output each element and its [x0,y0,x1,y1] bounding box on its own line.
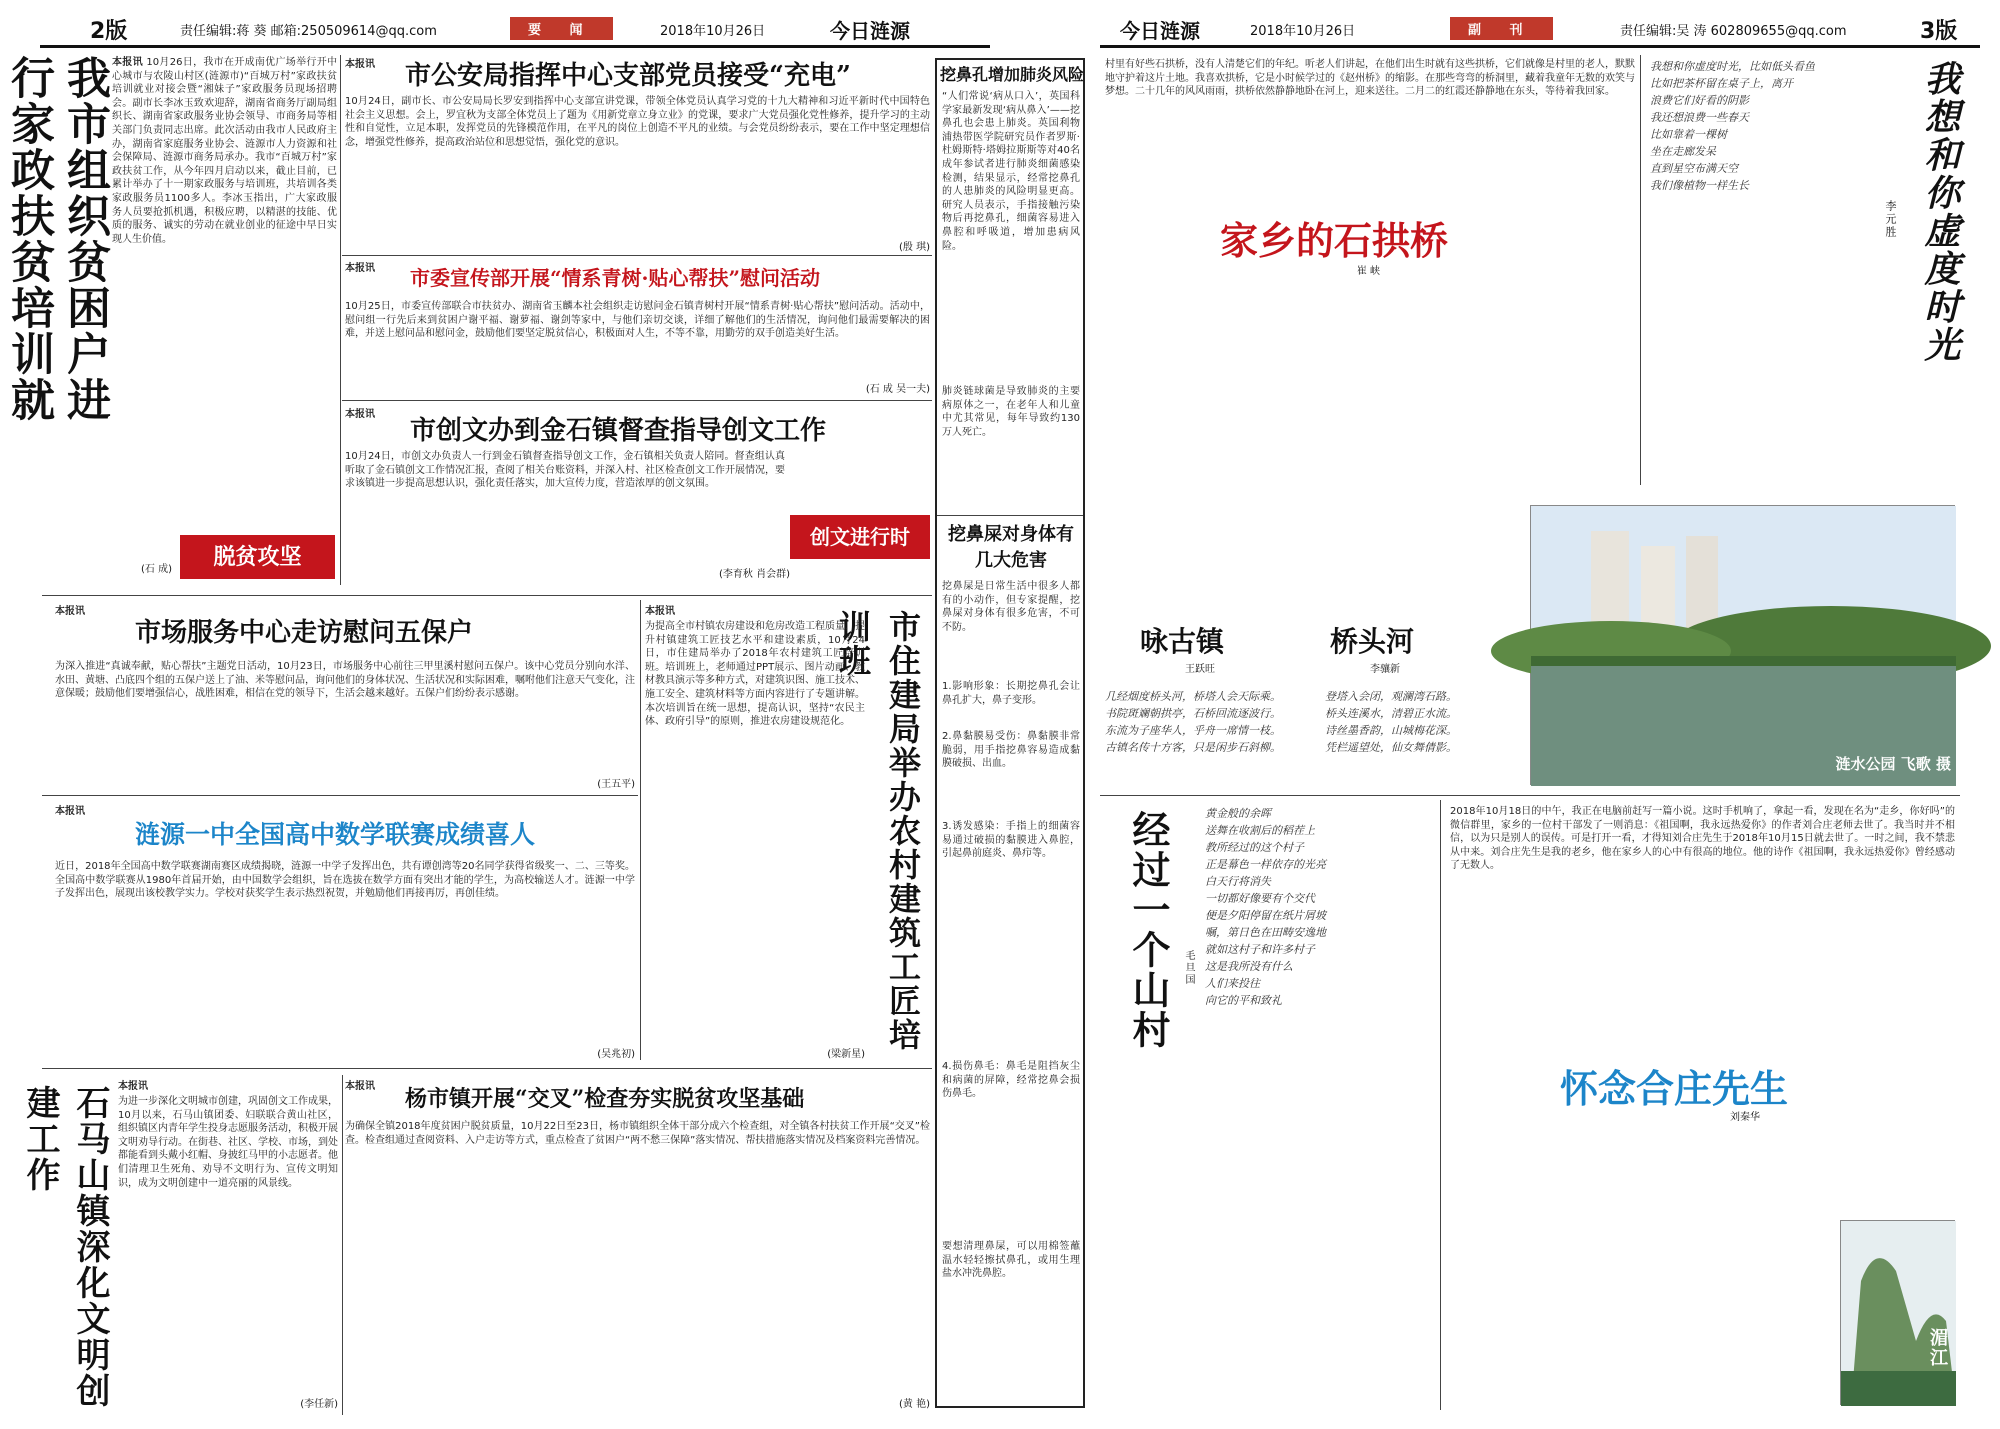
b4-line-2: 书院斑斓朝拱亭，石桥回流逐波行。 [1105,707,1281,720]
b4-line-1: 几经烟度桥头河，桥塔人会天际乘。 [1105,690,1281,703]
b6-line-5: 白天行将消失 [1205,875,1271,888]
a7-headline: 市场服务中心走访慰问五保户 [135,618,474,648]
a7-kicker-box [55,605,135,619]
a4-text: 10月24日，市创文办负责人一行到金石镇督查指导创文工作，金石镇相关负责人陪同。督查组认真听取了金石镇创文工作情况汇报，查阅了相关台账资料，并深入村、社区检查创文工作开展情况，要求该镇进一步提高思想认识，强化责任落实，加大宣传力度，营造浓厚的创文氛围。 [345,451,785,490]
a4-headline: 市创文办到金石镇督查指导创文工作 [410,416,827,446]
a11-headline: 杨市镇开展“交叉”检查夯实脱贫攻坚基础 [405,1086,805,1112]
right-editor-info: 责任编辑:吴 涛 602809655@qq.com [1620,24,1847,39]
a10-byline: (李任新) [300,1399,338,1410]
b2-line-5: 比如靠着一棵树 [1650,128,1727,141]
b1-author: 崔 峡 [1356,266,1380,277]
a4-kicker-box [345,408,405,422]
b6-line-11: 人们来投往 [1205,977,1260,990]
right-date: 2018年10月26日 [1250,24,1356,39]
a8-headline: 市住建局举办农村建筑工匠培训班 [834,610,922,1052]
a9-byline: (吴兆初) [597,1049,635,1060]
b5-line-4: 凭栏遥望处，仙女舞倩影。 [1325,741,1457,754]
left-section-tag: 要 闻 [510,17,613,40]
b6-line-1: 黄金般的余晖 [1205,807,1271,820]
b5-line-2: 桥头连溪水，清碧正水流。 [1325,707,1457,720]
a10-kicker: 本报讯 [118,1081,148,1092]
a6-point-1: 1.影响形象：长期挖鼻孔会让鼻孔扩大，鼻子变形。 [942,681,1080,706]
a2-headline: 市公安局指挥中心支部党员接受“充电” [405,61,851,91]
a8-text: 为提高全市村镇农房建设和危房改造工程质量，提升村镇建筑工匠技艺水平和建设素质，10月24日，市住建局举办了2018年农村建筑工匠培训班。培训班上，老师通过PPT展示、图片动画、教材教具演示等多种方式，对建筑识图、施工技术、施工安全、建筑材料等方面内容进行了专题讲解。本次培训旨在统一思想，提高认识，坚持“农民主体、政府引导”的原则，推进农房建设规范化。 [645,621,865,728]
a2-byline: (殷 琪) [899,242,930,253]
right-page-header [1100,14,1980,48]
a5-rule [937,515,1083,516]
a7-bottom-rule [42,795,638,796]
left-editor-info: 责任编辑:蒋 葵 邮箱:250509614@qq.com [180,24,437,39]
col-rule-1 [340,55,341,585]
col-rule-2 [640,600,641,1060]
a9-kicker-box [55,805,135,819]
a6-text: 挖鼻屎是日常生活中很多人都有的小动作，但专家提醒，挖鼻屎对身体有很多危害，不可不防。 [942,581,1080,633]
a8-kicker-box [645,605,725,619]
a11-kicker: 本报讯 [345,1081,375,1092]
a2-text: 10月24日，副市长、市公安局局长罗安到指挥中心支部宣讲党课，带领全体党员认真学习党的十九大精神和习近平新时代中国特色社会主义思想。会上，罗宜秋为支部全体党员上了题为《用新党章立身立业》的党课，要求广大党员强化党性修养，提升学习的主动性和自觉性，立足本职，发挥党员的先锋模范作用，在平凡的岗位上创造不平凡的业绩。与会党员纷纷表示，要在工作中坚定理想信念，增强党性修养，提高政治站位和思想觉悟，强化党的意识。 [345,96,930,148]
b6-line-3: 教所经过的这个村子 [1205,841,1304,854]
a1-badge: 脱贫攻坚 [180,535,335,579]
a6-point-4: 4.损伤鼻毛：鼻毛是阻挡灰尘和病菌的屏障，经常挖鼻会损伤鼻毛。 [942,1061,1080,1100]
b2-line-3: 浪费它们好看的阴影 [1650,94,1749,107]
a4-byline: (李育秋 肖会群) [719,569,790,580]
a1-body [112,56,337,556]
b6-line-4: 正是幕色一样依存的光亮 [1205,858,1326,871]
b2-line-7: 直到星空布满天空 [1650,162,1738,175]
b5-line-1: 登塔入会闭，观澜湾石路。 [1325,690,1457,703]
a7-kicker: 本报讯 [55,606,85,617]
a9-text: 近日，2018年全国高中数学联赛湖南赛区成绩揭晓，涟源一中学子发挥出色，共有谭创湾等20名同学获得省级奖一、二、三等奖。全国高中数学联赛从1980年首届开始，由中国数学会组织，旨在选拔在数学方面有突出才能的学生，为高校输送人才。涟源一中学子发挥出色，展现出该校教学实力。学校对获奖学生表示热烈祝贺，并勉励他们再接再厉，再创佳绩。 [55,861,635,900]
left-date: 2018年10月26日 [660,24,766,39]
b6-line-8: 嘱，第日色在田畴安逸地 [1205,926,1326,939]
b2-line-2: 比如把茶杯留在桌子上，离开 [1650,77,1793,90]
b4-poem [1105,688,1300,778]
a8-kicker: 本报讯 [645,606,675,617]
a3-kicker: 本报讯 [345,263,375,274]
a6-point-2: 2.鼻黏膜易受伤：鼻黏膜非常脆弱，用手指挖鼻容易造成黏膜破损、出血。 [942,731,1080,770]
a3-headline: 市委宣传部开展“情系青树·贴心帮扶”慰问活动 [410,266,820,290]
a8-byline: (梁新星) [827,1049,865,1060]
col-rule-3 [342,1075,343,1415]
b5-headline: 桥头河 [1330,625,1415,658]
b4-headline: 咏古镇 [1140,625,1225,658]
b7-text: 2018年10月18日的中午，我正在电脑前赶写一篇小说。这时手机响了，拿起一看，发现在名为“走乡，你好吗”的微信群里，家乡的一位村干部发了一则消息：《祖国啊，我永远热爱你》的作者刘合庄老师去世了。我当时并不相信，以为只是别人的误传。可是打开一看，才得知刘合庄先生于2018年10月15日就去世了。一时之间，我不禁悲从中来。刘合庄先生是我的老乡，他在家乡人的心中有很高的地位。他的诗作《祖国啊，我永远热爱你》曾经感动了无数人。 [1450,806,1955,872]
b4-author: 王跃旺 [1185,664,1215,675]
left-rule-low [42,1068,932,1069]
b6-line-9: 就如这村子和许多村子 [1205,943,1315,956]
right-section-tag: 副 刊 [1450,17,1553,40]
a7-text: 为深入推进“真诚奉献，贴心帮扶”主题党日活动，10月23日，市场服务中心前往三甲里溪村慰问五保户。该中心党员分别向水洋、水田、黄塘、凸底四个组的五保户送上了油、米等慰问品，询问他们的身体状况、生活状况和实际困难，嘱咐他们注意天气变化，注意保暖；鼓励他们要增强信心，战胜困难，相信在党的领导下，生活会越来越好。五保户们纷纷表示感谢。 [55,661,635,700]
a1-text: 10月26日，我市在开成南优广场举行开中心城市与农陵山村区(涟源市)“百城万村”家政扶贫培训就业对接会暨“湘妹子”家政服务员现场招聘会。副市长李冰玉致欢迎辞，湖南省商务厅副局组织长、湖南省家政服务业协会领导、市商务局等相关部门负责同志出席。此次活动由我市人民政府主办，湖南省家庭服务业协会、涟源市人力资源和社会保障局、涟源市商务局承办。我市“百城万村”家政扶贫工作，从今年四月启动以来，截止目前，已累计举办了十一期家政服务与培训班，共培训各类家政服务员1100多人。李冰玉指出，广大家政服务人员要抢抓机遇，积极应聘，以精湛的技能、优质的服务、诚实的劳动在就业创业的征途中早日实现人生价值。 [112,57,338,245]
a1-kicker: 本报讯 [112,57,143,68]
b6-line-6: 一切都好像要有个交代 [1205,892,1315,905]
park-photo [1530,505,1955,785]
a6-tip: 要想清理鼻屎，可以用棉签蘸温水轻轻擦拭鼻孔，或用生理盐水冲洗鼻腔。 [942,1241,1080,1280]
b5-author: 李骧新 [1370,664,1400,675]
a4-badge: 创文进行时 [790,515,930,559]
a7-byline: (王五平) [597,779,635,790]
a11-text: 为确保全镇2018年度贫困户脱贫质量，10月22日至23日，杨市镇组织全体干部分成六个检查组，对全镇各村扶贫工作开展“交叉”检查。检查组通过查阅资料、入户走访等方式，重点检查了贫困户“两不愁三保障”落实情况、帮扶措施落实情况及档案资料完善情况。 [345,1121,930,1146]
a3-text: 10月25日，市委宣传部联合市扶贫办、湖南省玉麟本社会组织走访慰问金石镇青树村开展“情系青树·贴心帮扶”慰问活动。活动中，慰问组一行先后来到贫困户谢平福、谢萝福、谢剑等家中，与他们亲切交谈，详细了解他们的生活情况，询问他们最需要解决的困难，并送上慰问品和慰问金，鼓励他们要坚定脱贫信心，积极面对人生，不等不靠，用勤劳的双手创造美好生活。 [345,301,930,340]
right-brand: 今日涟源 [1120,19,1200,43]
a9-headline: 涟源一中全国高中数学联赛成绩喜人 [135,820,536,849]
park-photo-illustration [1531,506,1956,786]
b7-headline: 怀念合庄先生 [1560,1066,1789,1111]
b2-line-4: 我还想浪费一些春天 [1650,111,1749,124]
park-photo-caption: 涟水公园 飞歌 摄 [1835,755,1951,773]
b6-author: 毛旦国 [1183,950,1194,986]
a6-headline: 挖鼻屎对身体有几大危害 [948,524,1074,571]
a10-headline: 石马山镇深化文明创建工作 [20,1085,110,1409]
a5-note: 肺炎链球菌是导致肺炎的主要病原体之一，在老年人和儿童中尤其常见，每年导致约130万人死亡。 [942,386,1080,438]
b6-line-12: 向它的平和致礼 [1205,994,1282,1007]
b6-line-7: 便是夕阳停留在纸片屑坡 [1205,909,1326,922]
a11-byline: (黄 艳) [899,1399,930,1410]
b1-headline: 家乡的石拱桥 [1220,218,1449,263]
right-col-rule-2 [1440,800,1441,1410]
b2-headline: 我想和你虚度时光 [1919,60,1961,364]
b2-author: 李元胜 [1884,200,1897,239]
a3-rule [342,400,932,401]
b4-line-4: 古镇名传十方客，只是闲步石斜柳。 [1105,741,1281,754]
b2-line-1: 我想和你虚度时光，比如低头看鱼 [1650,60,1815,73]
karst-photo-caption: 湄江 [1927,1328,1948,1368]
b2-line-8: 我们像植物一样生长 [1650,179,1749,192]
a9-kicker: 本报讯 [55,806,85,817]
left-page-header [40,14,990,48]
a10-kicker-box [118,1080,178,1094]
left-page-number: 2版 [90,19,128,44]
b2-line-6: 坐在走廊发呆 [1650,145,1716,158]
right-col-rule-1 [1640,55,1641,485]
a2-kicker: 本报讯 [345,59,375,70]
left-brand: 今日涟源 [830,19,910,43]
a10-text: 为进一步深化文明城市创建，巩固创文工作成果，10月以来，石马山镇团委、妇联联合黄山社区，组织镇区内青年学生投身志愿服务活动，积极开展文明劝导行动。在街巷、社区、学校、市场，到处都能看到头戴小红帽、身披红马甲的小志愿者。他们清理卫生死角、劝导不文明行为、宣传文明知识，成为文明创建中一道亮丽的风景线。 [118,1096,338,1189]
a5-headline: 挖鼻孔增加肺炎风险 [940,65,1085,84]
a6-point-3: 3.诱发感染：手指上的细菌容易通过破损的黏膜进入鼻腔，引起鼻前庭炎、鼻疖等。 [942,821,1080,860]
a1-byline: (石 成) [141,564,172,575]
a5-text: “人们常说‘病从口入’，英国科学家最新发现‘病从鼻入’——挖鼻孔也会患上肺炎。英国利物浦热带医学院研究员作者罗斯·杜姆斯特·塔姆拉斯斯等对40名成年参试者进行肺炎细菌感染检测，结果显示，经常挖鼻孔的人患肺炎的风险明显更高。研究人员表示，手指接触污染物后再挖鼻孔，细菌容易进入鼻腔和呼吸道，增加患病风险。 [942,91,1080,252]
right-rule-mid [1100,795,1960,796]
a11-kicker-box [345,1080,405,1094]
b2-poem [1650,58,1880,488]
b6-poem [1205,805,1435,1410]
b6-headline: 经过一个山村 [1126,810,1171,1050]
right-page-number: 3版 [1920,19,1958,44]
b6-line-10: 这是我所没有什么 [1205,960,1293,973]
b1-text: 村里有好些石拱桥，没有人清楚它们的年纪。听老人们讲起，在他们出生时就有这些拱桥，它们就像是村里的老人，默默地守护着这片土地。我喜欢拱桥，它是小时候学过的《赵州桥》的缩影。在那些弯弯的桥洞里，藏着我童年无数的欢笑与梦想。二十几年的风风雨雨，拱桥依然静静地卧在河上，迎来送往。二月二的红霞还静静地在东头，等待着我回家。 [1105,59,1635,98]
b7-author: 刘秦华 [1730,1112,1760,1123]
a4-kicker: 本报讯 [345,409,375,420]
left-rule-mid [42,595,932,596]
b5-line-3: 诗丝墨香韵，山城梅花深。 [1325,724,1457,737]
a3-byline: (石 成 吴一夫) [865,384,930,395]
karst-photo [1840,1220,1955,1405]
b4-line-3: 东流为子座华人，乎舟一席情一枝。 [1105,724,1281,737]
b6-line-2: 送舞在收割后的稻茬上 [1205,824,1315,837]
a2-rule [342,255,932,256]
a1-headline: 我市组织贫困户进行家政扶贫培训就 [3,55,110,423]
b5-poem [1325,688,1520,778]
